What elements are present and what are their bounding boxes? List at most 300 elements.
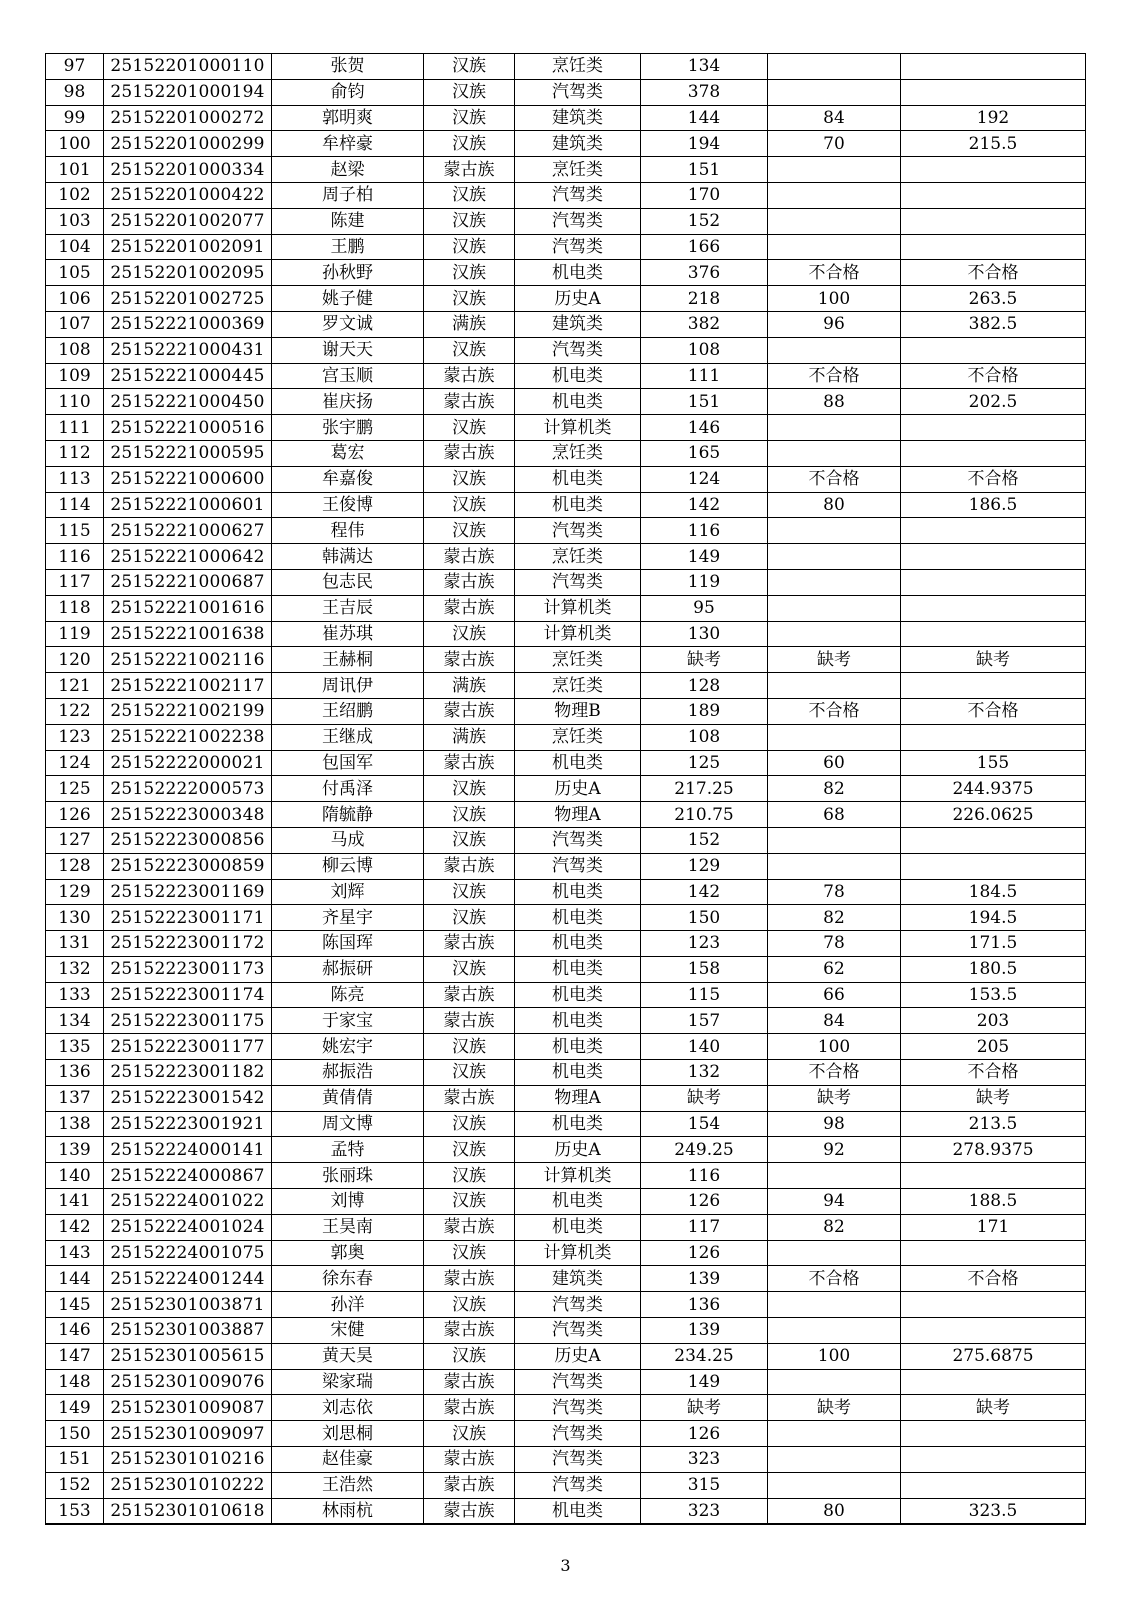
written-score-cell: 315 <box>641 1472 768 1498</box>
row-index-cell: 118 <box>46 595 104 621</box>
subject-category-cell: 机电类 <box>515 1008 641 1034</box>
page-number: 3 <box>560 1556 571 1575</box>
ethnicity-cell: 汉族 <box>424 1034 515 1060</box>
exam-id-cell: 25152221001616 <box>104 595 272 621</box>
skill-score-cell: 不合格 <box>768 698 901 724</box>
student-name-cell: 牟嘉俊 <box>272 466 424 492</box>
student-name-cell: 周子柏 <box>272 182 424 208</box>
skill-score-cell <box>768 724 901 750</box>
subject-category-cell: 机电类 <box>515 466 641 492</box>
ethnicity-cell: 蒙古族 <box>424 982 515 1008</box>
table-row <box>46 931 1086 957</box>
written-score-cell: 134 <box>641 54 768 80</box>
total-score-cell <box>901 1240 1086 1266</box>
row-index-cell: 149 <box>46 1395 104 1421</box>
total-score-cell: 缺考 <box>901 1085 1086 1111</box>
table-row <box>46 673 1086 699</box>
exam-id-cell: 25152222000021 <box>104 750 272 776</box>
exam-id-cell: 25152201000110 <box>104 54 272 80</box>
subject-category-cell: 历史A <box>515 1343 641 1369</box>
subject-category-cell: 机电类 <box>515 1214 641 1240</box>
subject-category-cell: 烹饪类 <box>515 544 641 570</box>
table-row <box>46 1395 1086 1421</box>
skill-score-cell <box>768 1472 901 1498</box>
written-score-cell: 150 <box>641 905 768 931</box>
ethnicity-cell: 汉族 <box>424 827 515 853</box>
subject-category-cell: 烹饪类 <box>515 724 641 750</box>
ethnicity-cell: 汉族 <box>424 1421 515 1447</box>
total-score-cell <box>901 544 1086 570</box>
row-index-cell: 144 <box>46 1266 104 1292</box>
exam-id-cell: 25152223001921 <box>104 1111 272 1137</box>
student-name-cell: 崔庆扬 <box>272 389 424 415</box>
ethnicity-cell: 汉族 <box>424 286 515 312</box>
row-index-cell: 125 <box>46 776 104 802</box>
subject-category-cell: 烹饪类 <box>515 440 641 466</box>
subject-category-cell: 汽驾类 <box>515 1447 641 1473</box>
student-name-cell: 孟特 <box>272 1137 424 1163</box>
skill-score-cell: 84 <box>768 105 901 131</box>
row-index-cell: 117 <box>46 569 104 595</box>
subject-category-cell: 机电类 <box>515 1034 641 1060</box>
total-score-cell <box>901 1421 1086 1447</box>
ethnicity-cell: 汉族 <box>424 905 515 931</box>
skill-score-cell: 不合格 <box>768 260 901 286</box>
subject-category-cell: 物理B <box>515 698 641 724</box>
student-name-cell: 王鹏 <box>272 234 424 260</box>
skill-score-cell <box>768 544 901 570</box>
table-row <box>46 363 1086 389</box>
skill-score-cell <box>768 1292 901 1318</box>
subject-category-cell: 烹饪类 <box>515 673 641 699</box>
student-name-cell: 崔苏琪 <box>272 621 424 647</box>
skill-score-cell <box>768 827 901 853</box>
row-index-cell: 131 <box>46 931 104 957</box>
written-score-cell: 152 <box>641 208 768 234</box>
total-score-cell <box>901 621 1086 647</box>
row-index-cell: 136 <box>46 1060 104 1086</box>
ethnicity-cell: 蒙古族 <box>424 569 515 595</box>
ethnicity-cell: 蒙古族 <box>424 157 515 183</box>
subject-category-cell: 建筑类 <box>515 105 641 131</box>
ethnicity-cell: 汉族 <box>424 1343 515 1369</box>
exam-id-cell: 25152301003871 <box>104 1292 272 1318</box>
subject-category-cell: 机电类 <box>515 492 641 518</box>
skill-score-cell <box>768 853 901 879</box>
written-score-cell: 166 <box>641 234 768 260</box>
table-row <box>46 776 1086 802</box>
written-score-cell: 126 <box>641 1421 768 1447</box>
ethnicity-cell: 汉族 <box>424 1060 515 1086</box>
total-score-cell <box>901 234 1086 260</box>
table-row <box>46 105 1086 131</box>
written-score-cell: 128 <box>641 673 768 699</box>
student-name-cell: 牟梓豪 <box>272 131 424 157</box>
student-name-cell: 王昊南 <box>272 1214 424 1240</box>
subject-category-cell: 汽驾类 <box>515 1421 641 1447</box>
exam-id-cell: 25152301005615 <box>104 1343 272 1369</box>
skill-score-cell <box>768 234 901 260</box>
ethnicity-cell: 汉族 <box>424 54 515 80</box>
skill-score-cell: 不合格 <box>768 363 901 389</box>
table-row <box>46 1008 1086 1034</box>
skill-score-cell <box>768 337 901 363</box>
exam-id-cell: 25152221000595 <box>104 440 272 466</box>
exam-id-cell: 25152221000516 <box>104 415 272 441</box>
student-name-cell: 包志民 <box>272 569 424 595</box>
ethnicity-cell: 蒙古族 <box>424 1318 515 1344</box>
student-name-cell: 韩满达 <box>272 544 424 570</box>
student-name-cell: 周文博 <box>272 1111 424 1137</box>
written-score-cell: 217.25 <box>641 776 768 802</box>
table-row <box>46 982 1086 1008</box>
ethnicity-cell: 满族 <box>424 311 515 337</box>
skill-score-cell: 68 <box>768 802 901 828</box>
student-name-cell: 陈建 <box>272 208 424 234</box>
row-index-cell: 107 <box>46 311 104 337</box>
skill-score-cell: 94 <box>768 1189 901 1215</box>
subject-category-cell: 计算机类 <box>515 1163 641 1189</box>
student-name-cell: 张宇鹏 <box>272 415 424 441</box>
total-score-cell <box>901 157 1086 183</box>
subject-category-cell: 历史A <box>515 286 641 312</box>
total-score-cell: 不合格 <box>901 698 1086 724</box>
student-name-cell: 罗文诚 <box>272 311 424 337</box>
student-name-cell: 姚宏宇 <box>272 1034 424 1060</box>
row-index-cell: 141 <box>46 1189 104 1215</box>
subject-category-cell: 机电类 <box>515 389 641 415</box>
skill-score-cell: 84 <box>768 1008 901 1034</box>
written-score-cell: 234.25 <box>641 1343 768 1369</box>
ethnicity-cell: 汉族 <box>424 105 515 131</box>
table-row <box>46 260 1086 286</box>
ethnicity-cell: 汉族 <box>424 492 515 518</box>
student-name-cell: 黄倩倩 <box>272 1085 424 1111</box>
total-score-cell <box>901 337 1086 363</box>
subject-category-cell: 汽驾类 <box>515 182 641 208</box>
skill-score-cell <box>768 1240 901 1266</box>
total-score-cell: 不合格 <box>901 363 1086 389</box>
written-score-cell: 116 <box>641 518 768 544</box>
total-score-cell <box>901 440 1086 466</box>
total-score-cell: 184.5 <box>901 879 1086 905</box>
table-row <box>46 157 1086 183</box>
row-index-cell: 138 <box>46 1111 104 1137</box>
ethnicity-cell: 汉族 <box>424 415 515 441</box>
student-name-cell: 张贺 <box>272 54 424 80</box>
total-score-cell: 263.5 <box>901 286 1086 312</box>
table-row <box>46 879 1086 905</box>
skill-score-cell: 60 <box>768 750 901 776</box>
table-row <box>46 1266 1086 1292</box>
student-name-cell: 林雨杭 <box>272 1498 424 1524</box>
written-score-cell: 136 <box>641 1292 768 1318</box>
total-score-cell <box>901 208 1086 234</box>
table-row <box>46 182 1086 208</box>
skill-score-cell: 100 <box>768 1034 901 1060</box>
row-index-cell: 153 <box>46 1498 104 1524</box>
table-row <box>46 905 1086 931</box>
row-index-cell: 132 <box>46 956 104 982</box>
subject-category-cell: 计算机类 <box>515 415 641 441</box>
table-row <box>46 595 1086 621</box>
exam-id-cell: 25152223001177 <box>104 1034 272 1060</box>
student-name-cell: 王吉辰 <box>272 595 424 621</box>
skill-score-cell <box>768 1369 901 1395</box>
student-name-cell: 刘博 <box>272 1189 424 1215</box>
skill-score-cell: 98 <box>768 1111 901 1137</box>
written-score-cell: 130 <box>641 621 768 647</box>
written-score-cell: 108 <box>641 724 768 750</box>
total-score-cell: 382.5 <box>901 311 1086 337</box>
row-index-cell: 128 <box>46 853 104 879</box>
total-score-cell: 194.5 <box>901 905 1086 931</box>
exam-id-cell: 25152201002091 <box>104 234 272 260</box>
table-row <box>46 1111 1086 1137</box>
table-row <box>46 1189 1086 1215</box>
row-index-cell: 151 <box>46 1447 104 1473</box>
exam-id-cell: 25152223000859 <box>104 853 272 879</box>
table-row <box>46 54 1086 80</box>
student-name-cell: 梁家瑞 <box>272 1369 424 1395</box>
student-name-cell: 王赫桐 <box>272 647 424 673</box>
row-index-cell: 133 <box>46 982 104 1008</box>
skill-score-cell: 70 <box>768 131 901 157</box>
subject-category-cell: 烹饪类 <box>515 647 641 673</box>
total-score-cell <box>901 518 1086 544</box>
subject-category-cell: 机电类 <box>515 750 641 776</box>
subject-category-cell: 汽驾类 <box>515 1369 641 1395</box>
exam-id-cell: 25152224000141 <box>104 1137 272 1163</box>
written-score-cell: 142 <box>641 879 768 905</box>
student-name-cell: 王浩然 <box>272 1472 424 1498</box>
skill-score-cell: 不合格 <box>768 1060 901 1086</box>
exam-id-cell: 25152221000431 <box>104 337 272 363</box>
student-name-cell: 刘辉 <box>272 879 424 905</box>
student-name-cell: 姚子健 <box>272 286 424 312</box>
written-score-cell: 151 <box>641 157 768 183</box>
written-score-cell: 126 <box>641 1240 768 1266</box>
total-score-cell: 不合格 <box>901 1060 1086 1086</box>
skill-score-cell: 缺考 <box>768 647 901 673</box>
total-score-cell: 244.9375 <box>901 776 1086 802</box>
subject-category-cell: 机电类 <box>515 931 641 957</box>
exam-id-cell: 25152223001175 <box>104 1008 272 1034</box>
ethnicity-cell: 蒙古族 <box>424 1266 515 1292</box>
table-row <box>46 1472 1086 1498</box>
student-name-cell: 马成 <box>272 827 424 853</box>
student-name-cell: 郝振浩 <box>272 1060 424 1086</box>
row-index-cell: 110 <box>46 389 104 415</box>
row-index-cell: 146 <box>46 1318 104 1344</box>
table-row <box>46 1240 1086 1266</box>
table-row <box>46 79 1086 105</box>
subject-category-cell: 建筑类 <box>515 1266 641 1292</box>
row-index-cell: 130 <box>46 905 104 931</box>
table-row <box>46 440 1086 466</box>
exam-id-cell: 25152224001024 <box>104 1214 272 1240</box>
exam-id-cell: 25152224001075 <box>104 1240 272 1266</box>
row-index-cell: 145 <box>46 1292 104 1318</box>
row-index-cell: 137 <box>46 1085 104 1111</box>
table-row <box>46 569 1086 595</box>
skill-score-cell <box>768 1163 901 1189</box>
total-score-cell <box>901 1447 1086 1473</box>
total-score-cell <box>901 724 1086 750</box>
skill-score-cell <box>768 1421 901 1447</box>
skill-score-cell: 缺考 <box>768 1085 901 1111</box>
ethnicity-cell: 汉族 <box>424 879 515 905</box>
total-score-cell <box>901 569 1086 595</box>
total-score-cell: 155 <box>901 750 1086 776</box>
row-index-cell: 126 <box>46 802 104 828</box>
exam-id-cell: 25152201002095 <box>104 260 272 286</box>
written-score-cell: 189 <box>641 698 768 724</box>
total-score-cell: 202.5 <box>901 389 1086 415</box>
student-name-cell: 郭明爽 <box>272 105 424 131</box>
student-name-cell: 宋健 <box>272 1318 424 1344</box>
skill-score-cell: 78 <box>768 931 901 957</box>
total-score-cell: 205 <box>901 1034 1086 1060</box>
ethnicity-cell: 汉族 <box>424 1111 515 1137</box>
skill-score-cell <box>768 569 901 595</box>
total-score-cell: 188.5 <box>901 1189 1086 1215</box>
total-score-cell: 203 <box>901 1008 1086 1034</box>
total-score-cell: 323.5 <box>901 1498 1086 1524</box>
row-index-cell: 99 <box>46 105 104 131</box>
row-index-cell: 127 <box>46 827 104 853</box>
student-name-cell: 孙秋野 <box>272 260 424 286</box>
skill-score-cell: 不合格 <box>768 1266 901 1292</box>
table-row <box>46 750 1086 776</box>
student-name-cell: 赵佳豪 <box>272 1447 424 1473</box>
student-name-cell: 王绍鹏 <box>272 698 424 724</box>
subject-category-cell: 汽驾类 <box>515 1395 641 1421</box>
exam-id-cell: 25152221000369 <box>104 311 272 337</box>
total-score-cell: 192 <box>901 105 1086 131</box>
subject-category-cell: 烹饪类 <box>515 157 641 183</box>
skill-score-cell: 80 <box>768 1498 901 1524</box>
table-row <box>46 1447 1086 1473</box>
table-row <box>46 544 1086 570</box>
table-row <box>46 647 1086 673</box>
row-index-cell: 129 <box>46 879 104 905</box>
exam-id-cell: 25152201002077 <box>104 208 272 234</box>
skill-score-cell: 78 <box>768 879 901 905</box>
ethnicity-cell: 蒙古族 <box>424 1447 515 1473</box>
student-name-cell: 黄天昊 <box>272 1343 424 1369</box>
row-index-cell: 152 <box>46 1472 104 1498</box>
total-score-cell: 278.9375 <box>901 1137 1086 1163</box>
exam-id-cell: 25152221002199 <box>104 698 272 724</box>
exam-id-cell: 25152221000687 <box>104 569 272 595</box>
row-index-cell: 112 <box>46 440 104 466</box>
ethnicity-cell: 蒙古族 <box>424 698 515 724</box>
ethnicity-cell: 汉族 <box>424 1240 515 1266</box>
student-name-cell: 宫玉顺 <box>272 363 424 389</box>
written-score-cell: 376 <box>641 260 768 286</box>
ethnicity-cell: 蒙古族 <box>424 363 515 389</box>
exam-id-cell: 25152224000867 <box>104 1163 272 1189</box>
row-index-cell: 102 <box>46 182 104 208</box>
ethnicity-cell: 汉族 <box>424 182 515 208</box>
skill-score-cell: 96 <box>768 311 901 337</box>
student-name-cell: 陈国珲 <box>272 931 424 957</box>
student-name-cell: 郝振研 <box>272 956 424 982</box>
total-score-cell <box>901 1163 1086 1189</box>
row-index-cell: 121 <box>46 673 104 699</box>
skill-score-cell: 82 <box>768 905 901 931</box>
subject-category-cell: 汽驾类 <box>515 853 641 879</box>
exam-id-cell: 25152301009087 <box>104 1395 272 1421</box>
exam-id-cell: 25152223001172 <box>104 931 272 957</box>
skill-score-cell <box>768 157 901 183</box>
exam-id-cell: 25152301010216 <box>104 1447 272 1473</box>
written-score-cell: 139 <box>641 1266 768 1292</box>
written-score-cell: 142 <box>641 492 768 518</box>
total-score-cell: 215.5 <box>901 131 1086 157</box>
total-score-cell <box>901 827 1086 853</box>
total-score-cell: 186.5 <box>901 492 1086 518</box>
subject-category-cell: 物理A <box>515 1085 641 1111</box>
skill-score-cell <box>768 673 901 699</box>
written-score-cell: 149 <box>641 1369 768 1395</box>
exam-id-cell: 25152201002725 <box>104 286 272 312</box>
exam-id-cell: 25152221000600 <box>104 466 272 492</box>
total-score-cell: 不合格 <box>901 260 1086 286</box>
total-score-cell <box>901 1369 1086 1395</box>
skill-score-cell: 66 <box>768 982 901 1008</box>
ethnicity-cell: 汉族 <box>424 956 515 982</box>
table-row <box>46 956 1086 982</box>
student-name-cell: 谢天天 <box>272 337 424 363</box>
exam-id-cell: 25152222000573 <box>104 776 272 802</box>
table-row <box>46 698 1086 724</box>
row-index-cell: 105 <box>46 260 104 286</box>
ethnicity-cell: 汉族 <box>424 621 515 647</box>
ethnicity-cell: 蒙古族 <box>424 389 515 415</box>
subject-category-cell: 机电类 <box>515 363 641 389</box>
total-score-cell <box>901 54 1086 80</box>
table-row <box>46 853 1086 879</box>
skill-score-cell <box>768 182 901 208</box>
skill-score-cell <box>768 79 901 105</box>
subject-category-cell: 汽驾类 <box>515 234 641 260</box>
row-index-cell: 98 <box>46 79 104 105</box>
ethnicity-cell: 蒙古族 <box>424 1214 515 1240</box>
exam-id-cell: 25152223001542 <box>104 1085 272 1111</box>
exam-id-cell: 25152201000194 <box>104 79 272 105</box>
exam-id-cell: 25152201000299 <box>104 131 272 157</box>
score-table <box>45 53 1086 1525</box>
written-score-cell: 139 <box>641 1318 768 1344</box>
written-score-cell: 146 <box>641 415 768 441</box>
student-name-cell: 徐东春 <box>272 1266 424 1292</box>
row-index-cell: 142 <box>46 1214 104 1240</box>
row-index-cell: 119 <box>46 621 104 647</box>
ethnicity-cell: 蒙古族 <box>424 1085 515 1111</box>
exam-id-cell: 25152223001173 <box>104 956 272 982</box>
table-row <box>46 415 1086 441</box>
table-row <box>46 492 1086 518</box>
skill-score-cell <box>768 440 901 466</box>
exam-id-cell: 25152301009097 <box>104 1421 272 1447</box>
exam-id-cell: 25152223000348 <box>104 802 272 828</box>
table-row <box>46 1085 1086 1111</box>
ethnicity-cell: 汉族 <box>424 466 515 492</box>
row-index-cell: 111 <box>46 415 104 441</box>
ethnicity-cell: 蒙古族 <box>424 440 515 466</box>
